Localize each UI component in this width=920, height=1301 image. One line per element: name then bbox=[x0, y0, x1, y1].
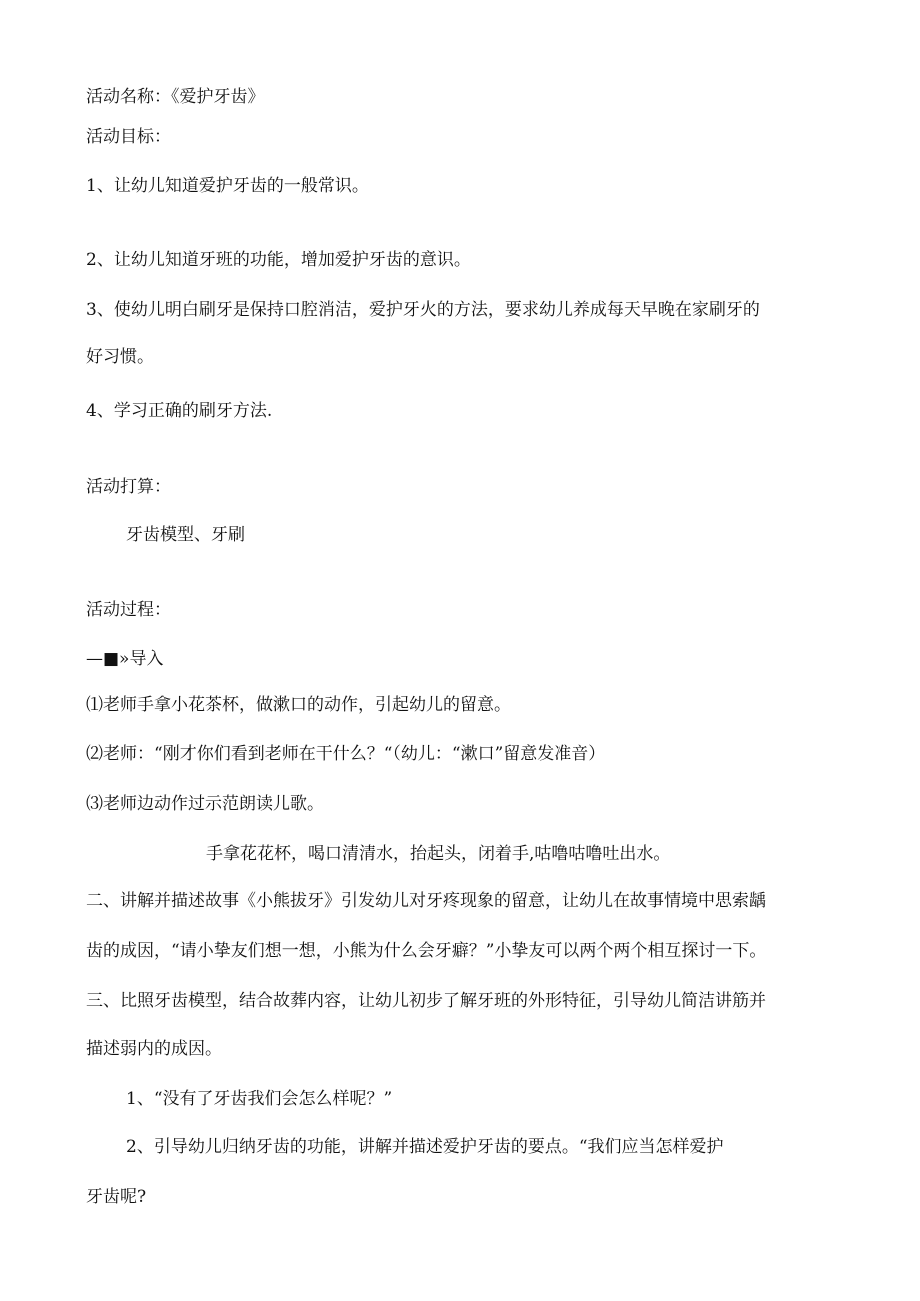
goals-heading: 活动目标： bbox=[86, 127, 171, 147]
rhyme: 手拿花花杯，喝口清清水，抬起头，闭着手,咕噜咕噜吐出水。 bbox=[206, 844, 671, 864]
step-2: ⑵老师：“刚才你们看到老师在干什么？“（幼儿：“漱口”留意发准音） bbox=[86, 744, 606, 764]
section-two-line-2: 齿的成因，“请小挚友们想一想，小熊为什么会牙癖？”小挚友可以两个两个相互探讨一下。 bbox=[86, 941, 767, 961]
prep-items: 牙齿模型、牙刷 bbox=[126, 525, 245, 545]
section-three-line-1: 三、比照牙齿模型，结合故葬内容，让幼儿初步了解牙班的外形特征，引导幼儿简洁讲筋并 bbox=[86, 991, 766, 1011]
goal-3-line-1: 3、使幼儿明白刷牙是保持口腔消洁，爱护牙火的方法，要求幼儿养成每天早晚在家刷牙的 bbox=[86, 300, 760, 320]
step-1: ⑴老师手拿小花茶杯，做漱口的动作，引起幼儿的留意。 bbox=[86, 695, 511, 715]
prep-heading: 活动打算： bbox=[86, 477, 171, 497]
sub-item-2-line-1: 2、引导幼儿归纳牙齿的功能，讲解并描述爱护牙齿的要点。“我们应当怎样爱护 bbox=[126, 1137, 724, 1157]
step-one-heading: —■»导入 bbox=[86, 649, 164, 669]
goal-1: 1、让幼儿知道爱护牙齿的一般常识。 bbox=[86, 176, 369, 196]
goal-3-line-2: 好习惯。 bbox=[86, 347, 154, 367]
goal-2: 2、让幼儿知道牙班的功能，增加爱护牙齿的意识。 bbox=[86, 250, 471, 270]
sub-item-2-line-2: 牙齿呢? bbox=[86, 1187, 147, 1207]
activity-name: 活动名称：《爱护牙齿》 bbox=[86, 87, 265, 107]
process-heading: 活动过程： bbox=[86, 600, 171, 620]
section-three-line-2: 描述弱内的成因。 bbox=[86, 1039, 222, 1059]
sub-item-1: 1、“没有了牙齿我们会怎么样呢？” bbox=[126, 1089, 393, 1109]
section-two-line-1: 二、讲解并描述故事《小熊拔牙》引发幼儿对牙疼现象的留意，让幼儿在故事情境中思索龋 bbox=[86, 891, 766, 911]
step-3: ⑶老师边动作过示范朗读儿歌。 bbox=[86, 794, 324, 814]
goal-4: 4、学习正确的刷牙方法. bbox=[86, 401, 273, 421]
